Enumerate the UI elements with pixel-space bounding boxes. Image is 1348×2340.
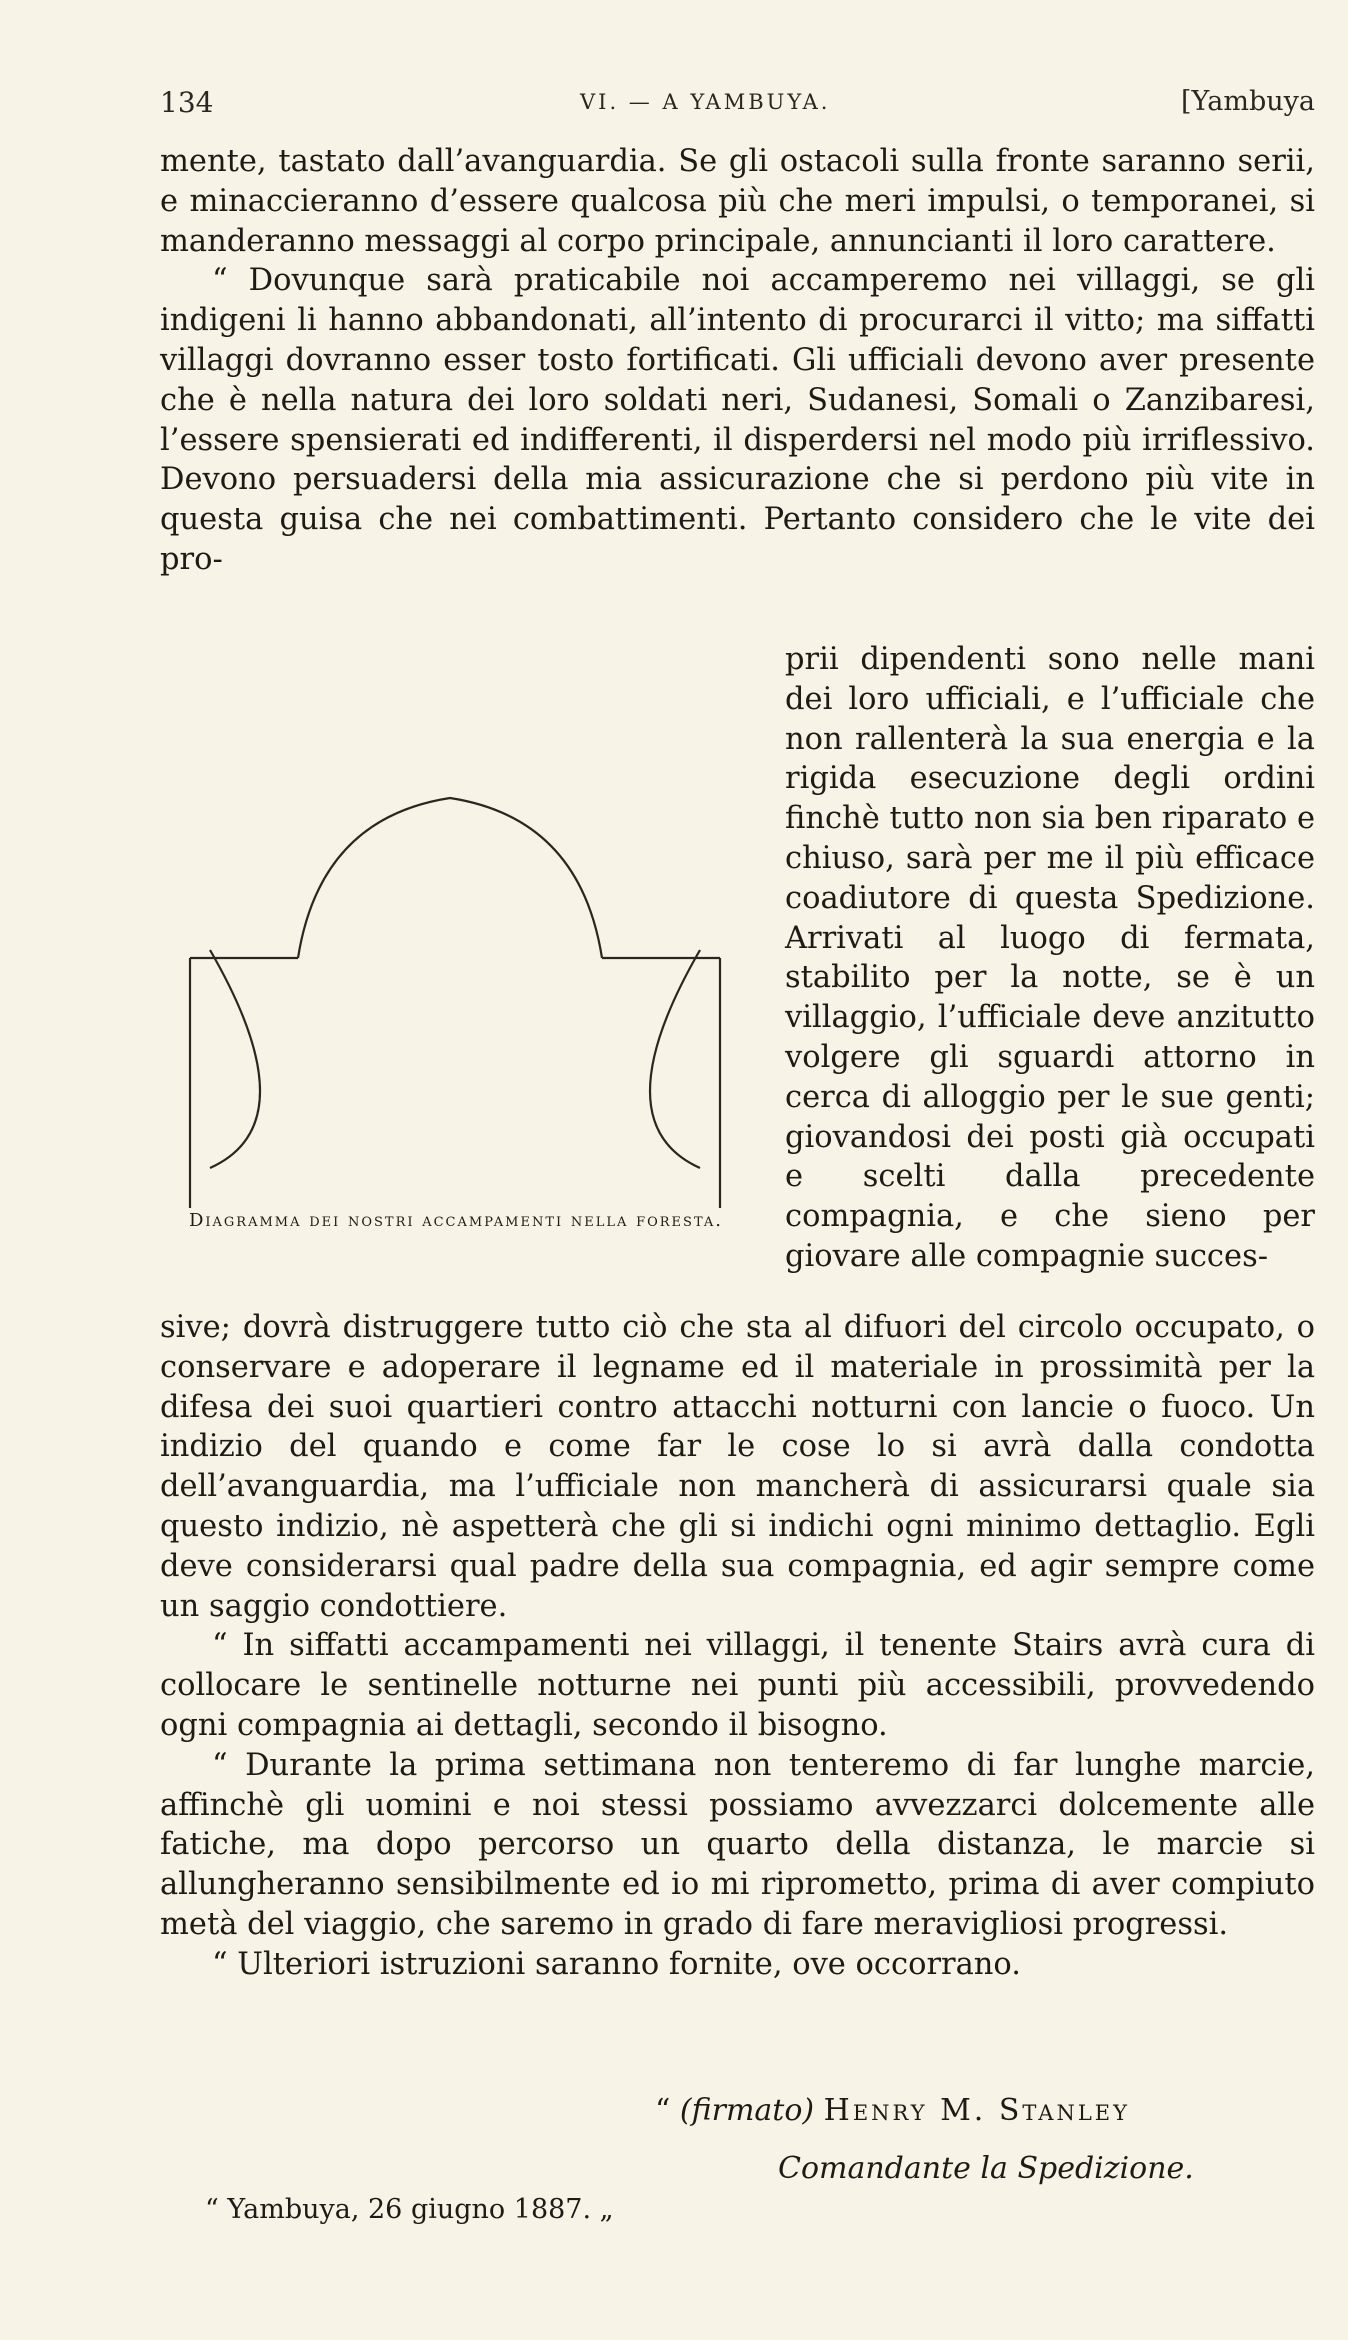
figure-caption: Diagramma dei nostri accampamenti nella foresta. <box>188 1210 724 1231</box>
paragraph: “ Durante la prima settimana non tenteremo di far lunghe marcie, affinchè gli uomini e noi stessi possiamo avvezzarci dolcemente alle fatiche, ma dopo percorso un quarto della distanza, le marcie si allungheranno sensibilmente ed io mi riprometto, prima di aver compiuto metà del viaggio, che saremo in grado di fare meravigliosi progressi. <box>160 1747 1315 1942</box>
paragraph: mente, tastato dall’avanguardia. Se gli ostacoli sulla fronte saranno serii, e minaccieranno d’essere qualcosa più che meri impulsi, o temporanei, si manderanno messaggi al corpo principale, annuncianti il loro carattere. <box>160 144 1315 259</box>
wrapped-text-beside-figure: prii dipendenti sono nelle mani dei loro ufficiali, e l’ufficiale che non rallenterà la sua energia e la rigida esecuzione degli ordini finchè tutto non sia ben riparato e chiuso, sarà per me il più efficace coadiutore di questa Spedizione. Arrivati al luogo di fermata, stabilito per la notte, se è un villaggio, l’ufficiale deve anzitutto volgere gli sguardi attorno in cerca di alloggio per le sue genti; giovandosi dei posti già occupati e scelti dalla precedente compagnia, e che sieno per giovare alle compagnie succes- <box>785 642 1315 1274</box>
camp-diagram <box>160 668 752 1228</box>
running-head-right: [Yambuya <box>1181 86 1315 117</box>
paragraph: “ In siffatti accampamenti nei villaggi, il tenente Stairs avrà cura di collocare le sentinelle notturne nei punti più accessibili, provvedendo ogni compagnia ai dettagli, secondo il bisogno. <box>160 1628 1315 1743</box>
signature-line <box>655 2093 1130 2128</box>
quote-mark: “ <box>655 2093 671 2128</box>
camp-diagram-drawing <box>160 668 752 1228</box>
signatory-name: Henry M. Stanley <box>823 2093 1130 2128</box>
page-number: 134 <box>160 86 214 119</box>
firmato-label: (firmato) <box>679 2093 815 2128</box>
paragraph: “ Ulteriori istruzioni saranno fornite, ove occorrano. <box>212 1946 1021 1982</box>
paragraph: sive; dovrà distruggere tutto ciò che sta al difuori del circolo occupato, o conservare e adoperare il legname ed il materiale in prossimità per la difesa dei suoi quartieri contro attacchi notturni con lancie o fuoco. Un indizio del quando e come far le cose lo si avrà dalla condotta dell’avanguardia, ma l’ufficiale non mancherà di assicurarsi quale sia questo indizio, nè aspetterà che gli si indichi ogni minimo dettaglio. Egli deve considerarsi qual padre della sua compagnia, ed agir sempre come un saggio condottiere. <box>160 1310 1315 1624</box>
running-title: VI. — A YAMBUYA. <box>580 90 831 114</box>
page-header <box>160 86 1315 126</box>
palisade-right <box>650 950 700 1168</box>
palisade-arc <box>298 798 602 958</box>
signatory-role: Comandante la Spedizione. <box>778 2151 1194 2186</box>
paragraph: “ Dovunque sarà praticabile noi accamperemo nei villaggi, se gli indigeni li hanno abbandonati, all’intento di procurarci il vitto; ma siffatti villaggi dovranno esser tosto fortificati. Gli ufficiali devono aver presente che è nella natura dei loro soldati neri, Sudanesi, Somali o Zanzibaresi, l’essere spensierati ed indifferenti, il disperdersi nel modo più irriflessivo. Devono persuadersi della mia assicurazione che si perdono più vite in questa guisa che nei combattimenti. Pertanto considero che le vite dei pro- <box>160 263 1315 577</box>
bottom-text-block <box>160 1308 1315 1985</box>
top-text-block <box>160 142 1315 580</box>
date-line: “ Yambuya, 26 giugno 1887. „ <box>205 2194 614 2225</box>
palisade-left <box>210 950 260 1168</box>
